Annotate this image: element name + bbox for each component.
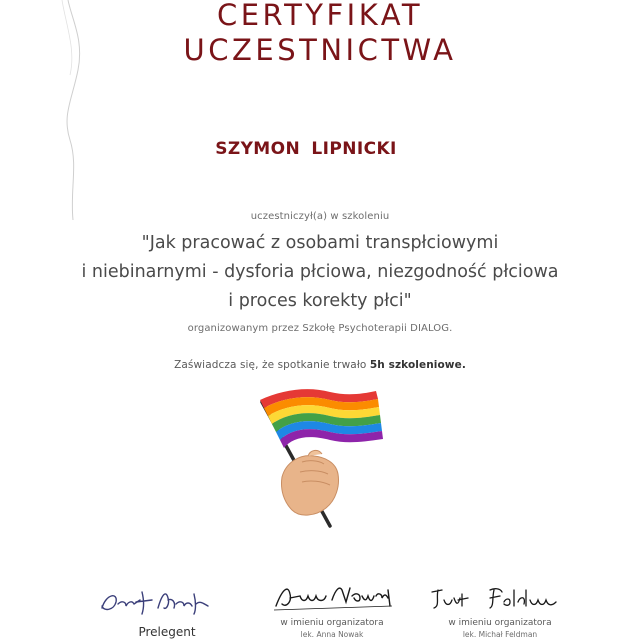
certificate-title-line1: CERTYFIKAT [216, 0, 424, 32]
organizer-line: organizowanym przez Szkołę Psychoterapii DIALOG. [187, 323, 453, 334]
organizer-name-2: lek. Michał Feldman [462, 630, 538, 639]
training-topic-line3: i proces korekty płci" [228, 291, 412, 311]
attestation-line [0, 359, 640, 371]
organizer-signature-caption-2 [430, 618, 570, 640]
organizer-name-1: lek. Anna Nowak [300, 630, 364, 639]
training-topic-line2: i niebinarnymi - dysforia płciowa, niezgodność płciowa [81, 262, 559, 282]
rainbow-flag-in-hand-icon [252, 382, 392, 532]
prelegent-label: Prelegent [138, 625, 196, 639]
training-topic-line1: "Jak pracować z osobami transpłciowymi [141, 233, 499, 253]
participant-name: SZYMON LIPNICKI [215, 139, 397, 159]
attestation-prefix: Zaświadcza się, że spotkanie trwało [174, 359, 370, 371]
prelegent-signature [96, 586, 221, 618]
organizer-role-1: w imieniu organizatora [280, 618, 384, 628]
attestation-hours: 5h szkoleniowe. [369, 359, 466, 371]
organizer-signature-anna [272, 580, 397, 614]
organizer-signature-caption-1 [262, 618, 402, 640]
organizer-signature-michal [428, 584, 563, 614]
organizer-role-2: w imieniu organizatora [448, 618, 552, 628]
participation-intro: uczestniczył(a) w szkoleniu [250, 211, 390, 222]
certificate-title-line2: UCZESTNICTWA [183, 33, 457, 67]
